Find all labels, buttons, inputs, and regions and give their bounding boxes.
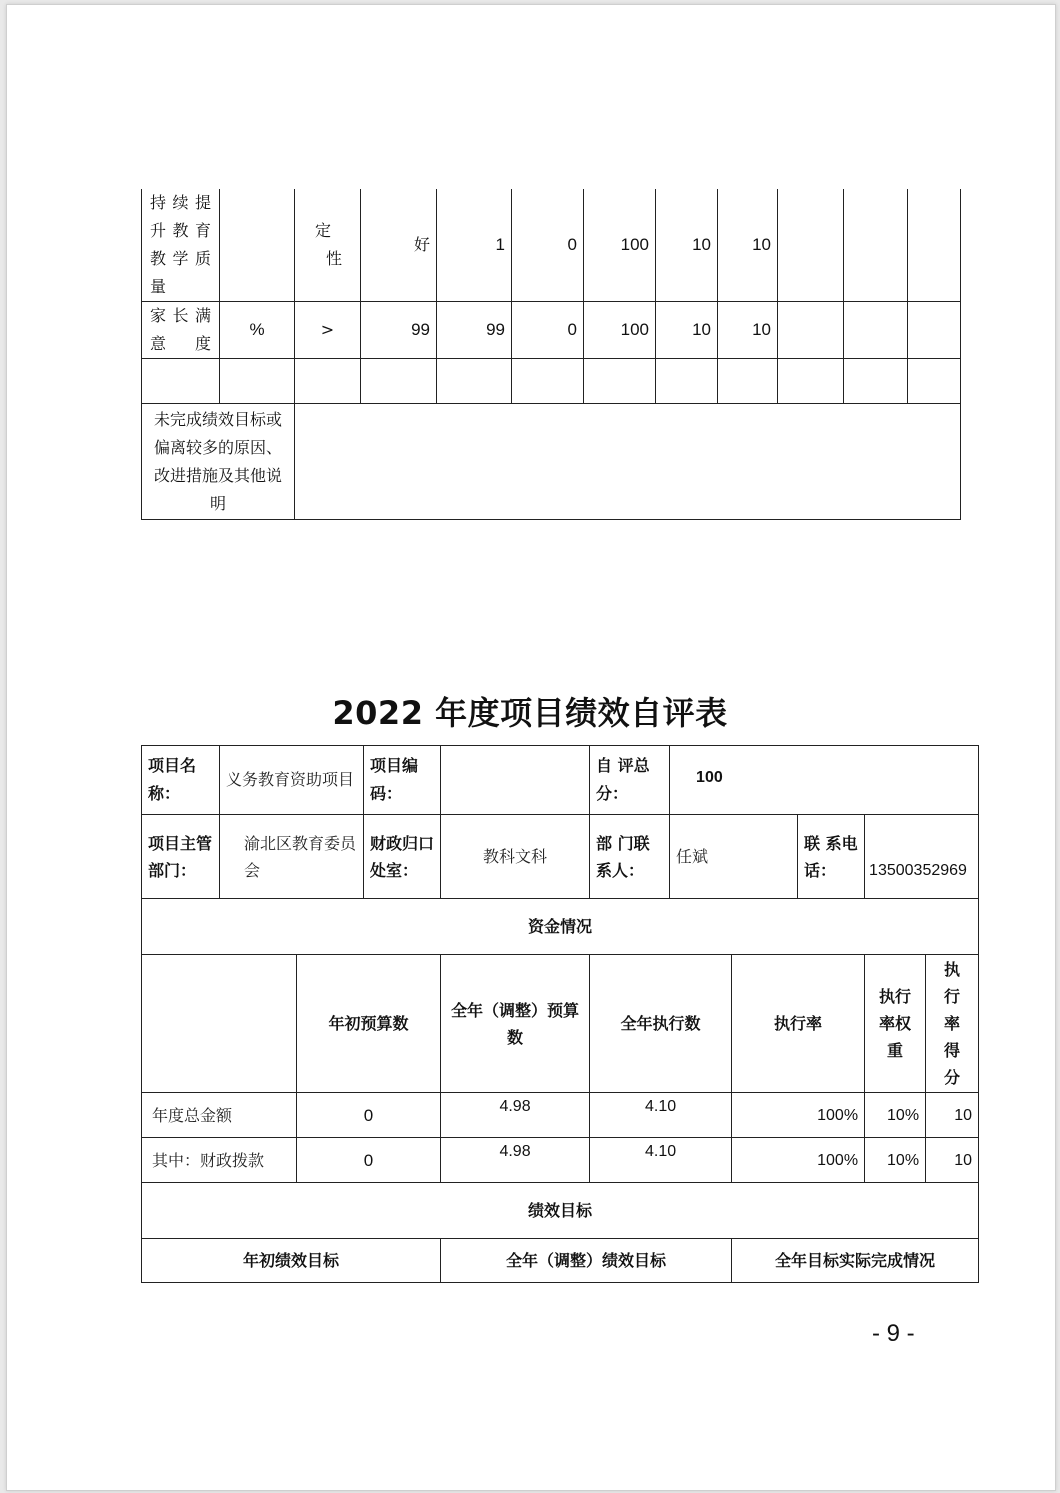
- table-row: [142, 955, 979, 1093]
- funds-adjusted: 4.98: [441, 1138, 590, 1183]
- funds-header-rate: 执行率: [732, 955, 865, 1093]
- project-code-value: [441, 746, 590, 815]
- indicator-actual: 99: [437, 302, 512, 359]
- empty-cell: [844, 189, 908, 302]
- phone-label: 联 系电话：: [798, 815, 865, 899]
- dept-label: 项目主管 部门：: [142, 815, 220, 899]
- funds-header-initial: 年初预算数: [297, 955, 441, 1093]
- explain-value: [295, 404, 961, 520]
- score-label: 自 评总分：: [590, 746, 670, 815]
- funds-header-executed: 全年执行数: [590, 955, 732, 1093]
- empty-cell: [437, 359, 512, 404]
- office-value: 教科文科: [441, 815, 590, 899]
- funds-rate: 100%: [732, 1138, 865, 1183]
- empty-cell: [584, 359, 656, 404]
- phone-value: 13500352969: [865, 815, 979, 899]
- score-value: 100: [670, 746, 979, 815]
- table-row: [142, 1239, 979, 1283]
- empty-cell: [656, 359, 718, 404]
- empty-cell: [844, 359, 908, 404]
- funds-weight: 10%: [865, 1138, 926, 1183]
- contact-value: 任斌: [670, 815, 798, 899]
- indicator-name: 持续提升教育教学质量: [142, 189, 220, 302]
- goals-header-actual: 全年目标实际完成情况: [732, 1239, 979, 1283]
- indicator-actual: 1: [437, 189, 512, 302]
- funds-score: 10: [926, 1138, 979, 1183]
- goals-section-header: 绩效目标: [142, 1183, 979, 1239]
- funds-row-label: 其中：财政拨款: [142, 1138, 297, 1183]
- funds-header-weight: 执行率权重: [865, 955, 926, 1093]
- funds-initial: 0: [297, 1093, 441, 1138]
- indicator-unit: [220, 189, 295, 302]
- empty-cell: [908, 189, 961, 302]
- empty-cell: [908, 359, 961, 404]
- empty-cell: [844, 302, 908, 359]
- explain-label: 未完成绩效目标或偏离较多的原因、改进措施及其他说明: [142, 404, 295, 520]
- funds-weight: 10%: [865, 1093, 926, 1138]
- table-row: [142, 815, 979, 899]
- funds-adjusted: 4.98: [441, 1093, 590, 1138]
- self-evaluation-table: [141, 745, 979, 1283]
- table-row: [142, 1183, 979, 1239]
- indicator-deviation: 0: [512, 189, 584, 302]
- indicator-deviation: 0: [512, 302, 584, 359]
- funds-row-label: 年度总金额: [142, 1093, 297, 1138]
- empty-cell: [142, 955, 297, 1093]
- empty-cell: [908, 302, 961, 359]
- funds-executed: 4.10: [590, 1093, 732, 1138]
- office-label: 财政归口 处室：: [364, 815, 441, 899]
- table-row: [142, 1138, 979, 1183]
- empty-cell: [778, 359, 844, 404]
- table-row: [142, 359, 961, 404]
- empty-cell: [142, 359, 220, 404]
- empty-cell: [778, 189, 844, 302]
- funds-header-adjusted: 全年（调整）预算数: [441, 955, 590, 1093]
- empty-cell: [361, 359, 437, 404]
- indicator-name: 家长满意度: [142, 302, 220, 359]
- funds-executed: 4.10: [590, 1138, 732, 1183]
- empty-cell: [718, 359, 778, 404]
- indicator-completion: 100: [584, 189, 656, 302]
- table-row: [142, 899, 979, 955]
- empty-cell: [778, 302, 844, 359]
- indicator-target: 99: [361, 302, 437, 359]
- page-title: 2022 年度项目绩效自评表: [332, 694, 728, 732]
- contact-label: 部 门联 系人：: [590, 815, 670, 899]
- table-row: [142, 1093, 979, 1138]
- goals-header-adjusted: 全年（调整）绩效目标: [441, 1239, 732, 1283]
- project-code-label: 项目编码：: [364, 746, 441, 815]
- indicator-score: 10: [718, 189, 778, 302]
- indicator-weight: 10: [656, 302, 718, 359]
- project-name-value: 义务教育资助项目: [220, 746, 364, 815]
- table-row: [142, 189, 961, 302]
- funds-initial: 0: [297, 1138, 441, 1183]
- funds-header-score: 执行率得分: [926, 955, 979, 1093]
- indicator-operator: >: [295, 302, 361, 359]
- table-row: [142, 746, 979, 815]
- indicator-target: 好: [361, 189, 437, 302]
- dept-value: 渝北区教育委员会: [220, 815, 364, 899]
- indicator-unit: %: [220, 302, 295, 359]
- goals-header-initial: 年初绩效目标: [142, 1239, 441, 1283]
- table-row: [142, 302, 961, 359]
- indicator-weight: 10: [656, 189, 718, 302]
- project-name-label: 项目名称：: [142, 746, 220, 815]
- empty-cell: [295, 359, 361, 404]
- indicator-table: [141, 189, 961, 520]
- empty-cell: [512, 359, 584, 404]
- indicator-completion: 100: [584, 302, 656, 359]
- funds-rate: 100%: [732, 1093, 865, 1138]
- table-row: [142, 404, 961, 520]
- empty-cell: [220, 359, 295, 404]
- indicator-operator: 定性: [295, 189, 361, 302]
- indicator-score: 10: [718, 302, 778, 359]
- funds-score: 10: [926, 1093, 979, 1138]
- page-number: - 9 -: [872, 1320, 915, 1347]
- funds-section-header: 资金情况: [142, 899, 979, 955]
